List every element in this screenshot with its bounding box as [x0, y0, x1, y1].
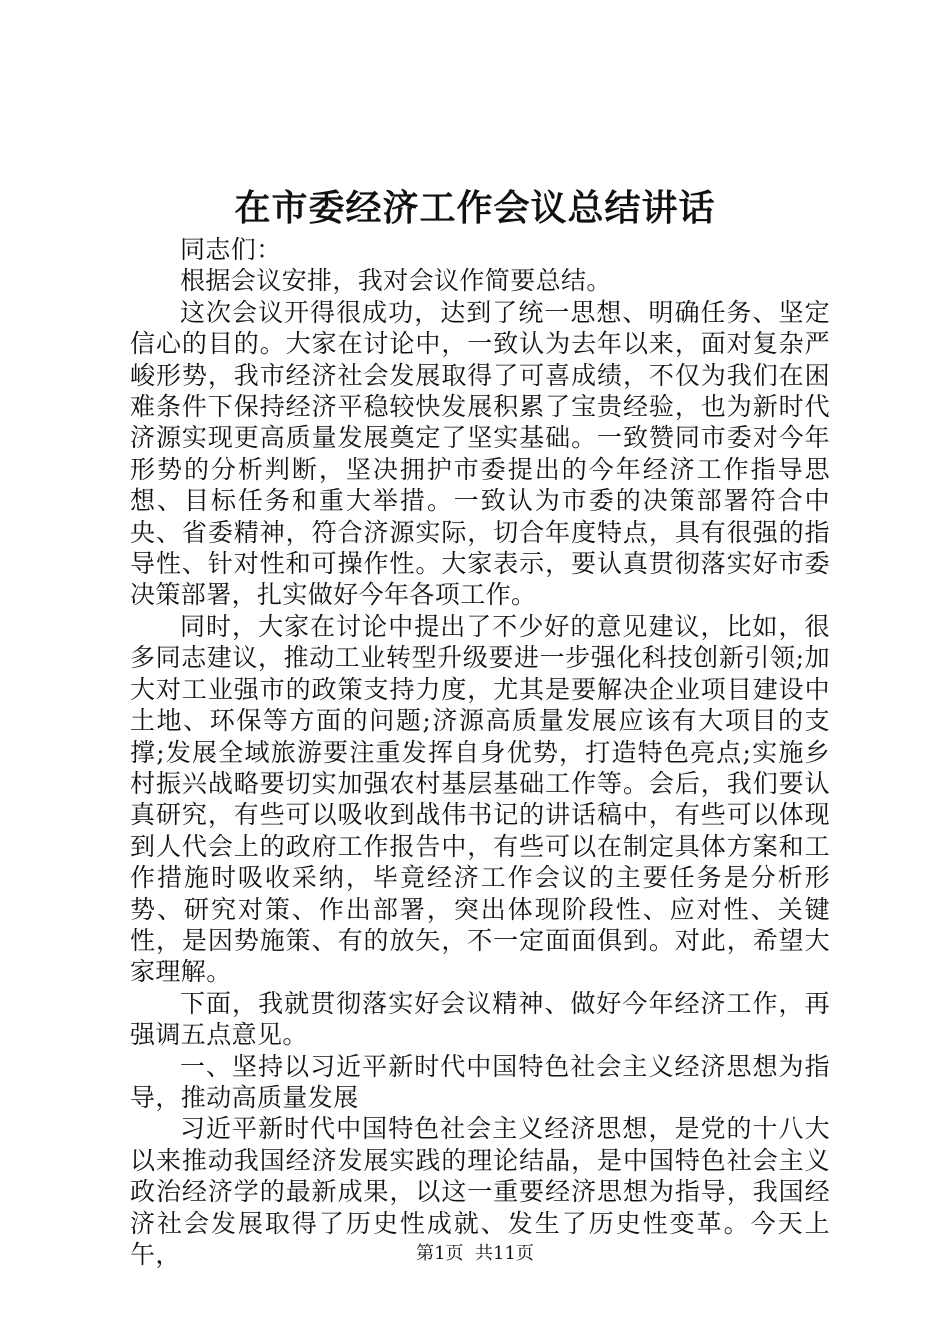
document-title: 在市委经济工作会议总结讲话: [234, 187, 716, 229]
paragraph-salutation: 同志们：: [180, 235, 282, 264]
page-number-label: 第1页 共11页: [416, 1243, 534, 1264]
page-footer: [0, 1242, 950, 1266]
paragraph-meeting-success: 这次会议开得很成功，达到了统一思想、明确任务、坚定信心的目的。大家在讨论中，一致认为去年以来，面对复杂严峻形势，我市经济社会发展取得了可喜成绩，不仅为我们在困难条件下保持经济平稳较快发展积累了宝贵经验，也为新时代济源实现更高质量发展奠定了坚实基础。一致赞同市委对今年形势的分析判断，坚决拥护市委提出的今年经济工作指导思想、目标任务和重大举措。一致认为市委的决策部署符合中央、省委精神，符合济源实际，切合年度特点，具有很强的指导性、针对性和可操作性。大家表示，要认真贯彻落实好市委决策部署，扎实做好今年各项工作。: [130, 297, 830, 610]
section-heading-1: 一、坚持以习近平新时代中国特色社会主义经济思想为指导，推动高质量发展: [130, 1051, 830, 1112]
paragraph-intro: 根据会议安排，我对会议作简要总结。: [180, 266, 612, 296]
paragraph-suggestions: 同时，大家在讨论中提出了不少好的意见建议，比如，很多同志建议，推动工业转型升级要进一步强化科技创新引领;加大对工业强市的政策支持力度，尤其是要解决企业项目建设中土地、环保等方面的问题;济源高质量发展应该有大项目的支撑;发展全域旅游要注重发挥自身优势，打造特色亮点;实施乡村振兴战略要切实加强农村基层基础工作等。会后，我们要认真研究，有些可以吸收到战伟书记的讲话稿中，有些可以体现到人代会上的政府工作报告中，有些可以在制定具体方案和工作措施时吸收采纳，毕竟经济工作会议的主要任务是分析形势、研究对策、作出部署，突出体现阶段性、应对性、关键性，是因势施策、有的放矢，不一定面面俱到。对此，希望大家理解。: [130, 611, 830, 987]
paragraph-five-points: 下面，我就贯彻落实好会议精神、做好今年经济工作，再强调五点意见。: [130, 988, 830, 1050]
document-body: [130, 234, 830, 1270]
paragraph-economic-thought: 习近平新时代中国特色社会主义经济思想，是党的十八大以来推动我国经济发展实践的理论结晶，是中国特色社会主义政治经济学的最新成果，以这一重要经济思想为指导，我国经济社会发展取得了历史性成就、发生了历史性变革。今天上午，: [130, 1114, 830, 1269]
